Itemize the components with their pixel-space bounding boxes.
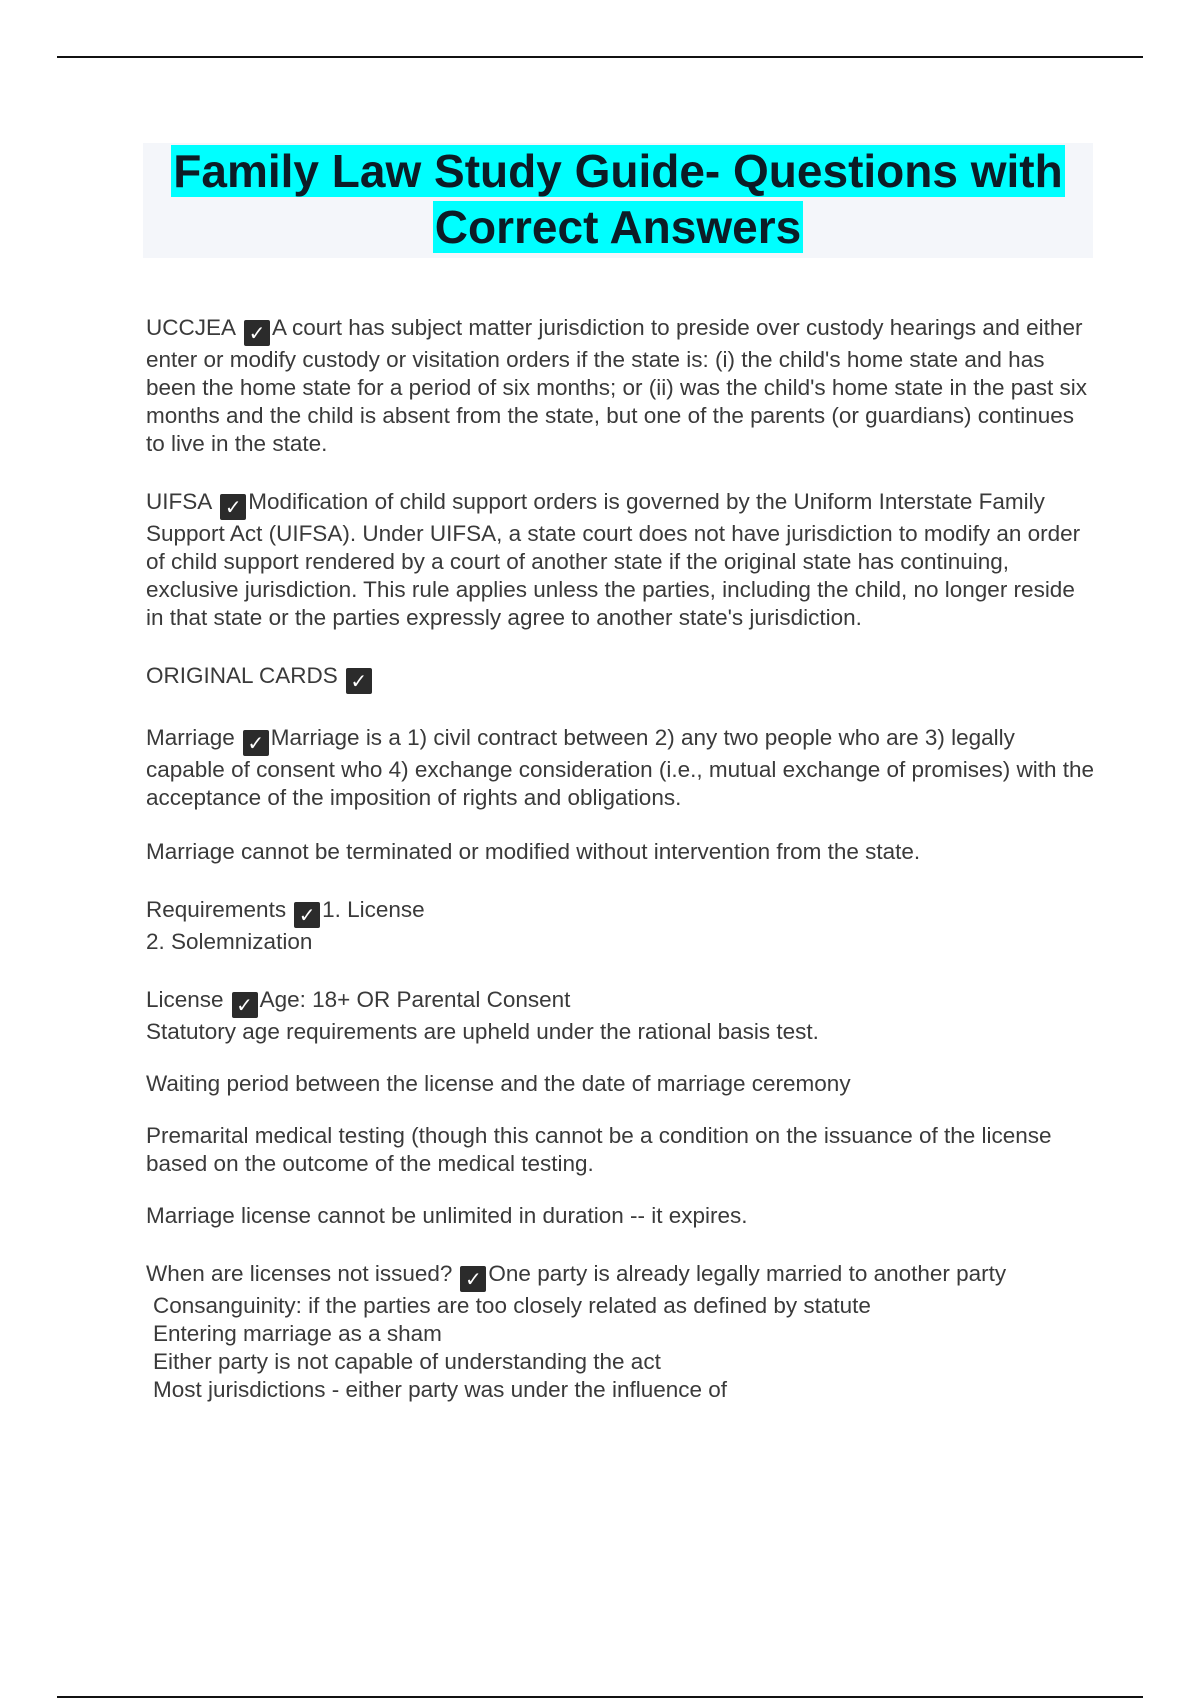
license-paragraph: Marriage license cannot be unlimited in duration -- it expires.: [146, 1203, 748, 1228]
checkmark-box-icon: ✓: [244, 320, 270, 346]
license-paragraph: Waiting period between the license and the date of marriage ceremony: [146, 1071, 851, 1096]
entry-answer: 1. License: [322, 897, 425, 922]
entry-term: UIFSA: [146, 489, 213, 514]
entry-original-cards: [146, 662, 1096, 694]
document-body: [146, 314, 1096, 1404]
checkmark-box-icon: ✓: [346, 668, 372, 694]
entry-term: Requirements: [146, 897, 287, 922]
list-item: Entering marriage as a sham: [153, 1321, 442, 1346]
requirements-item: 2. Solemnization: [146, 929, 313, 954]
entry-term: When are licenses not issued?: [146, 1261, 453, 1286]
checkmark-box-icon: ✓: [294, 902, 320, 928]
checkmark-box-icon: ✓: [232, 992, 258, 1018]
entry-answer: Age: 18+ OR Parental Consent: [259, 987, 571, 1012]
license-paragraph: Premarital medical testing (though this cannot be a condition on the issuance of the license based on the outcome of the medical testing.: [146, 1123, 1052, 1176]
title-line-1: Family Law Study Guide- Questions with: [173, 145, 1063, 197]
entry-term: Marriage: [146, 725, 235, 750]
list-item: Most jurisdictions - either party was under the influence of: [153, 1377, 728, 1402]
bottom-rule: [57, 1696, 1143, 1698]
entry-uifsa: [146, 488, 1096, 632]
entry-license: [146, 986, 1096, 1046]
list-item: Consanguinity: if the parties are too closely related as defined by statute: [153, 1293, 871, 1318]
title-line-2: Correct Answers: [434, 201, 802, 253]
entry-term: License: [146, 987, 224, 1012]
checkmark-box-icon: ✓: [460, 1266, 486, 1292]
entry-uccjea: [146, 314, 1096, 458]
entry-answer: One party is already legally married to another party: [488, 1261, 1007, 1286]
entry-not-issued: [146, 1260, 1096, 1404]
entry-marriage: [146, 724, 1096, 812]
marriage-note: Marriage cannot be terminated or modified without intervention from the state.: [146, 839, 921, 864]
entry-answer: Marriage is a 1) civil contract between 2) any two people who are 3) legally capable of consent who 4) exchange consideration (i.e., mutual exchange of promises) with the acceptance of the imposition of rights and obligations.: [146, 725, 1095, 810]
entry-answer: Modification of child support orders is governed by the Uniform Interstate Family Support Act (UIFSA). Under UIFSA, a state court does not have jurisdiction to modify an order of child support rendered by a court of another state if the original state has continuing, exclusive jurisdiction. This rule applies unless the parties, including the child, no longer reside in that state or the parties expressly agree to another state's jurisdiction.: [146, 489, 1081, 630]
top-rule: [57, 56, 1143, 58]
list-item: Either party is not capable of understanding the act: [153, 1349, 661, 1374]
entry-term: UCCJEA: [146, 315, 237, 340]
entry-term: ORIGINAL CARDS: [146, 663, 338, 688]
entry-requirements: [146, 896, 1096, 956]
checkmark-box-icon: ✓: [243, 730, 269, 756]
document-title: [143, 143, 1093, 258]
entry-answer: A court has subject matter jurisdiction to preside over custody hearings and either enter or modify custody or visitation orders if the state is: (i) the child's home state and has been the home state for a period of six months; or (ii) was the child's home state in the past six months and the child is absent from the state, but one of the parents (or guardians) continues to live in the state.: [146, 315, 1088, 456]
checkmark-box-icon: ✓: [220, 494, 246, 520]
license-line: Statutory age requirements are upheld under the rational basis test.: [146, 1019, 819, 1044]
